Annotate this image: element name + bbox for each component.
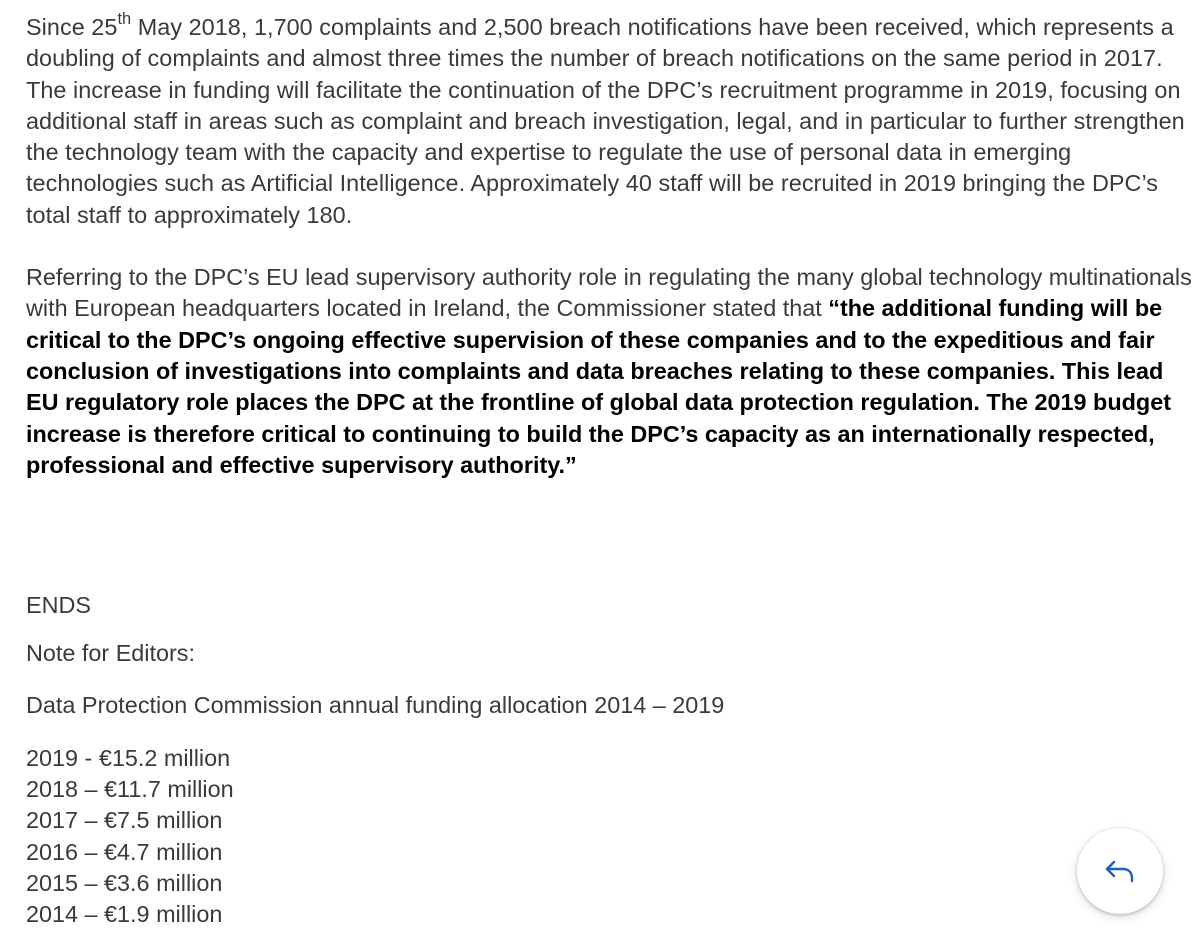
allocation-item: 2019 - €15.2 million (26, 745, 231, 771)
allocation-item: 2014 – €1.9 million (26, 901, 223, 928)
funding-allocation-list (26, 743, 234, 930)
paragraph-1-body: May 2018, 1,700 complaints and 2,500 breach notifications have been received, which represents a doubling of complaints and almost three times the number of breach notifications on the same period in 2017. The increase in funding will facilitate the continuation of the DPC’s recruitment programme in 2019, focusing on additional staff in areas such as complaint and breach investigation, legal, and in particular to further strengthen the technology team with the capacity and expertise to regulate the use of personal data in emerging technologies such as Artificial Intelligence. Approximately 40 staff will be recruited in 2019 bringing the DPC’s total staff to approximately 180. (26, 14, 1185, 228)
note-for-editors-heading: Note for Editors: (26, 640, 195, 666)
document-body (26, 9, 1194, 481)
funding-allocation-title: Data Protection Commission annual funding allocation 2014 – 2019 (26, 692, 725, 718)
allocation-item: 2016 – €4.7 million (26, 838, 223, 865)
paragraph-1-lead: Since 25 (26, 14, 118, 40)
allocation-item: 2018 – €11.7 million (26, 776, 234, 803)
allocation-item: 2017 – €7.5 million (26, 807, 223, 834)
paragraph-commissioner-statement (26, 262, 1194, 481)
commissioner-quote: “the additional funding will be critical to the DPC’s ongoing effective supervision of these companies and to the expeditious and fair conclusion of investigations into complaints and data breaches relating to these companies. This lead EU regulatory role places the DPC at the frontline of global data protection regulation. The 2019 budget increase is therefore critical to continuing to build the DPC’s capacity as an internationally respected, professional and effective supervisory authority.” (26, 295, 1171, 478)
allocation-item: 2015 – €3.6 million (26, 869, 223, 896)
reply-button[interactable] (1077, 828, 1163, 914)
paragraph-2-intro: Referring to the DPC’s EU lead supervisory authority role in regulating the many global technology multinationals with European headquarters located in Ireland, the Commissioner stated that (26, 264, 1192, 322)
reply-arrow-icon (1103, 854, 1137, 888)
ordinal-suffix: th (117, 9, 132, 28)
paragraph-complaints-statistics (26, 9, 1194, 231)
ends-marker: ENDS (26, 592, 91, 618)
